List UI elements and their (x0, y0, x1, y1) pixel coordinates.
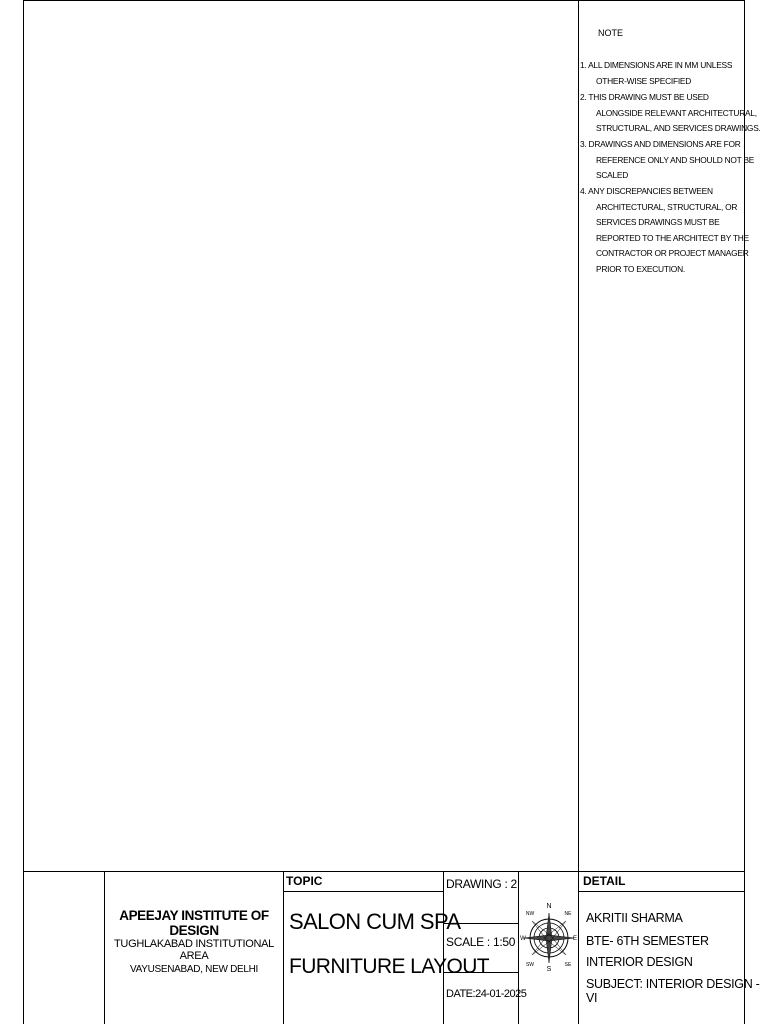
note-first-line: 3. DRAWINGS AND DIMENSIONS ARE FOR (580, 139, 741, 149)
subject: SUBJECT: INTERIOR DESIGN -VI (586, 977, 760, 1005)
student-course: INTERIOR DESIGN (586, 955, 693, 969)
compass-rose-icon (521, 896, 577, 972)
compass-w: W (520, 936, 526, 942)
compass-e: E (572, 936, 578, 942)
institute-address-line-1: TUGHLAKABAD INSTITUTIONAL AREA (114, 938, 274, 962)
note-continuation-line: REFERENCE ONLY AND SHOULD NOT BE (596, 154, 755, 165)
note-continuation-line: CONTRACTOR OR PROJECT MANAGER (596, 248, 749, 259)
topic-label: TOPIC (286, 874, 323, 888)
compass-s: S (546, 966, 552, 973)
student-semester: BTE- 6TH SEMESTER (586, 934, 709, 948)
note-first-line: 1. ALL DIMENSIONS ARE IN MM UNLESS (580, 60, 733, 70)
title-block-divider-3 (443, 871, 444, 1024)
note-continuation-line: SERVICES DRAWINGS MUST BE (596, 217, 720, 228)
note-item (580, 58, 732, 89)
note-continuation-line: SCALED (596, 170, 629, 181)
note-continuation-line: ARCHITECTURAL, STRUCTURAL, OR (596, 201, 738, 212)
note-continuation-line: ALONGSIDE RELEVANT ARCHITECTURAL, (596, 107, 757, 118)
title-block-divider-4 (518, 871, 519, 1024)
note-continuation-line: STRUCTURAL, AND SERVICES DRAWINGS. (596, 123, 761, 134)
notes-title: NOTE (598, 28, 624, 38)
note-continuation-line: OTHER-WISE SPECIFIED (596, 75, 692, 86)
note-continuation-line: PRIOR TO EXECUTION. (596, 263, 685, 274)
detail-label: DETAIL (583, 874, 626, 888)
note-item (580, 184, 749, 278)
compass-nw: NW (525, 911, 535, 917)
topic-title-line-2: FURNITURE LAYOUT (289, 955, 490, 978)
note-first-line: 4. ANY DISCREPANCIES BETWEEN (580, 186, 713, 196)
note-continuation-line: REPORTED TO THE ARCHITECT BY THE (596, 232, 749, 243)
note-item (580, 90, 761, 137)
institute-address-line-2: VAYUSENABAD, NEW DELHI (129, 964, 259, 975)
compass-ne: NE (564, 911, 572, 917)
compass-n: N (546, 903, 552, 910)
drawing-number: DRAWING : 2 (446, 877, 517, 891)
note-first-line: 2. THIS DRAWING MUST BE USED (580, 92, 709, 102)
institute-name: APEEJAY INSTITUTE OF DESIGN (119, 908, 269, 938)
detail-underline (578, 891, 745, 892)
student-name: AKRITII SHARMA (586, 911, 683, 925)
note-item (580, 137, 754, 184)
compass-sw: SW (525, 962, 535, 968)
drawing-scale: SCALE : 1:50 (446, 935, 516, 949)
topic-title-line-1: SALON CUM SPA (289, 909, 461, 934)
topic-underline (283, 891, 443, 892)
title-block-top-line (23, 871, 745, 872)
compass-se: SE (564, 962, 572, 968)
drawing-date: DATE:24-01-2025 (446, 988, 527, 1000)
title-block-divider-2 (283, 871, 284, 1024)
